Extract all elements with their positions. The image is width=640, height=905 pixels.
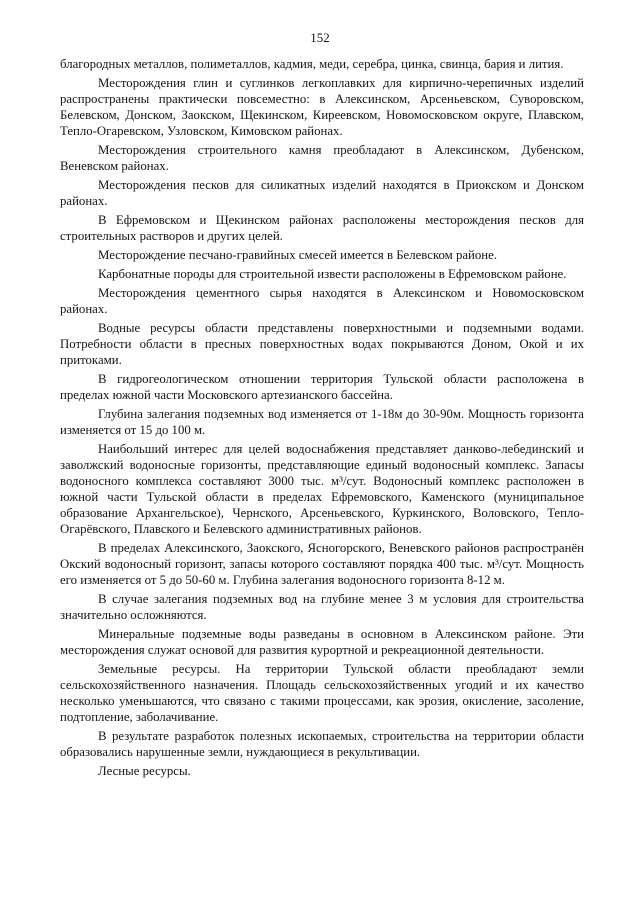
- paragraph-disturbed-land: В результате разработок полезных ископаемых, строительства на территории области образовались нарушенные земли, нуждающиеся в рекультивации.: [60, 729, 584, 759]
- paragraph-carbonate: Карбонатные породы для строительной извести расположены в Ефремовском районе.: [98, 267, 567, 281]
- paragraph-water-supply: Наибольший интерес для целей водоснабжения представляет данково-лебединский и заволжский водоносные горизонты, представляющие единый водоносный комплекс. Запасы водоносного комплекса составляют 3000 тыс. м³/сут. Водоносный комплекс расположен в южной части Тульской области в пределах Ефремовского, Каменского (муниципальное образование Архангельское), Чернского, Арсеньевского, Куркинского, Воловского, Тепло-Огарёвского, Плавского и Белевского административных районов.: [60, 442, 584, 536]
- paragraph-oka-horizon: В пределах Алексинского, Заокского, Ясногорского, Веневского районов распространён Окский водоносный горизонт, запасы которого составляют порядка 400 тыс. м³/сут. Мощность его изменяется от 5 до 50-60 м. Глубина залегания водоносного горизонта 8-12 м.: [60, 541, 584, 587]
- paragraph-mineral-water: Минеральные подземные воды разведаны в основном в Алексинском районе. Эти месторождения служат основой для развития курортной и рекреационной деятельности.: [60, 627, 584, 657]
- paragraph-groundwater-depth: Глубина залегания подземных вод изменяется от 1-18м до 30-90м. Мощность горизонта изменяется от 15 до 100 м.: [60, 407, 584, 437]
- paragraph-land-resources: Земельные ресурсы. На территории Тульской области преобладают земли сельскохозяйственного назначения. Площадь сельскохозяйственных угодий и их качество несколько уменьшаются, что связано с такими процессами, как эрозия, окисление, засоление, подтопление, заболачивание.: [60, 662, 584, 724]
- paragraph-1: благородных металлов, полиметаллов, кадмия, меди, серебра, цинка, свинца, бария и лития.: [60, 57, 564, 71]
- paragraph-forest-resources: Лесные ресурсы.: [98, 764, 191, 778]
- paragraph-water-resources: Водные ресурсы области представлены поверхностными и подземными водами. Потребности области в пресных поверхностных водах покрываются Доном, Окой и их притоками.: [60, 321, 584, 367]
- paragraph-cement: Месторождения цементного сырья находятся в Алексинском и Новомосковском районах.: [60, 286, 584, 316]
- paragraph-sand-gravel: Месторождение песчано-гравийных смесей имеется в Белевском районе.: [98, 248, 498, 262]
- paragraph-hydrogeology: В гидрогеологическом отношении территория Тульской области расположена в пределах южной части Московского артезианского бассейна.: [60, 372, 584, 402]
- document-body: [60, 56, 584, 782]
- paragraph-stone-deposits: Месторождения строительного камня преобладают в Алексинском, Дубенском, Веневском районах.: [60, 143, 584, 173]
- paragraph-clay-deposits: Месторождения глин и суглинков легкоплавких для кирпично-черепичных изделий распространены практически повсеместно: в Алексинском, Арсеньевском, Суворовском, Белевском, Донском, Заокском, Щекинском, Киреевском, Новомосковском округе, Плавском, Тепло-Огаревском, Узловском, Кимовском районах.: [60, 76, 584, 138]
- paragraph-sand-mortar: В Ефремовском и Щекинском районах расположены месторождения песков для строительных растворов и других целей.: [60, 213, 584, 243]
- paragraph-sand-silicate: Месторождения песков для силикатных изделий находятся в Приокском и Донском районах.: [60, 178, 584, 208]
- paragraph-shallow-water: В случае залегания подземных вод на глубине менее 3 м условия для строительства значительно осложняются.: [60, 592, 584, 622]
- page-number: 152: [310, 30, 330, 45]
